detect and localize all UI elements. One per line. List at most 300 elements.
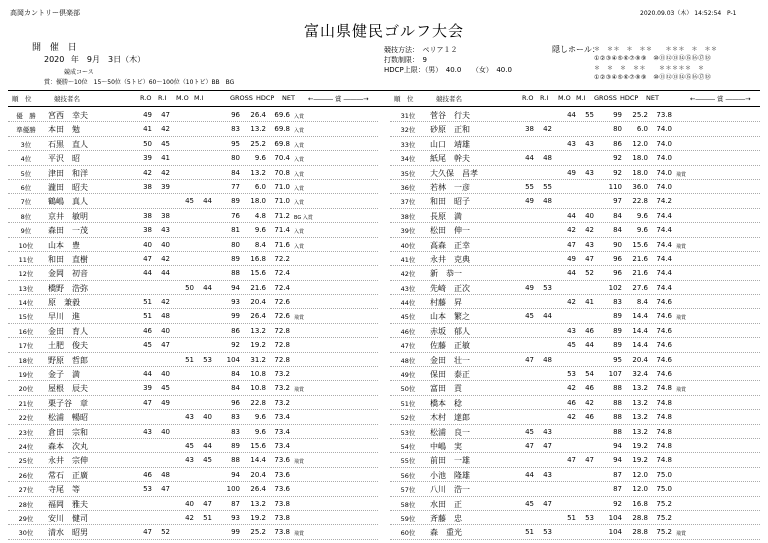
gross-cell: 102 bbox=[608, 283, 622, 292]
mo-cell: 43 bbox=[185, 413, 194, 422]
ri-cell: 53 bbox=[543, 528, 552, 537]
name-cell: 本田 勉 bbox=[48, 125, 80, 135]
mo-cell: 43 bbox=[567, 326, 576, 335]
rank-cell: 25位 bbox=[18, 457, 34, 466]
table-row bbox=[8, 511, 378, 525]
hdcp-cell: 9.6 bbox=[254, 427, 266, 436]
rank-cell: 26位 bbox=[18, 471, 34, 480]
table-row bbox=[390, 309, 760, 323]
ro-cell: 46 bbox=[143, 326, 152, 335]
ro-cell: 47 bbox=[143, 528, 152, 537]
col-ri: R.I bbox=[540, 94, 549, 102]
hdcp-limit: HDCP上限：（男） 40.0 （女） 40.0 bbox=[384, 66, 512, 74]
ri-cell: 39 bbox=[161, 182, 170, 191]
mo-cell: 42 bbox=[567, 413, 576, 422]
rank-cell: 39位 bbox=[400, 227, 416, 236]
table-row bbox=[390, 338, 760, 352]
ri-cell: 53 bbox=[543, 283, 552, 292]
rank-cell: 16位 bbox=[18, 327, 34, 336]
ro-cell: 38 bbox=[525, 125, 534, 134]
name-cell: 福岡 雅夫 bbox=[48, 499, 88, 509]
net-cell: 72.8 bbox=[274, 326, 290, 335]
hdcp-cell: 14.4 bbox=[632, 326, 648, 335]
name-cell: 森田 一茂 bbox=[48, 226, 88, 236]
name-cell: 永井 克典 bbox=[430, 254, 470, 264]
gross-cell: 88 bbox=[231, 269, 240, 278]
table-row bbox=[390, 439, 760, 453]
table-row bbox=[8, 151, 378, 165]
name-cell: 土肥 俊夫 bbox=[48, 341, 88, 351]
name-cell: 村藤 昇 bbox=[430, 298, 462, 308]
hdcp-cell: 9.6 bbox=[636, 226, 648, 235]
net-cell: 71.4 bbox=[274, 226, 290, 235]
net-cell: 69.6 bbox=[274, 111, 290, 119]
net-cell: 70.4 bbox=[274, 154, 290, 163]
col-ro: R.O bbox=[522, 94, 534, 102]
name-cell: 砂原 正和 bbox=[430, 125, 470, 135]
ri-cell: 40 bbox=[161, 326, 170, 335]
hdcp-cell: 14.4 bbox=[632, 341, 648, 350]
name-cell: 安川 健司 bbox=[48, 513, 88, 523]
name-cell: 金子 満 bbox=[48, 370, 80, 380]
name-cell: 清水 昭男 bbox=[48, 528, 88, 538]
ro-cell: 38 bbox=[143, 226, 152, 235]
stroke-limit: 打数制限： 9 bbox=[384, 56, 427, 64]
name-cell: 石黒 直人 bbox=[48, 139, 88, 149]
ro-cell: 38 bbox=[143, 211, 152, 220]
name-cell: 中嶋 実 bbox=[430, 441, 462, 451]
gross-cell: 104 bbox=[608, 528, 622, 537]
table-row bbox=[8, 324, 378, 338]
hdcp-cell: 15.6 bbox=[250, 441, 266, 450]
prize-cell: 飛賞 bbox=[676, 387, 687, 394]
hidden-holes-label: 隠しホール： bbox=[552, 45, 600, 54]
rank-cell: 19位 bbox=[18, 371, 34, 380]
name-cell: 八川 浩一 bbox=[430, 485, 470, 495]
name-cell: 常石 正廣 bbox=[48, 470, 88, 480]
mi-cell: 41 bbox=[585, 298, 594, 307]
table-row bbox=[8, 525, 378, 539]
name-cell: 長原 満 bbox=[430, 211, 462, 221]
table-row bbox=[390, 209, 760, 223]
col-net: NET bbox=[282, 94, 295, 102]
ri-cell: 42 bbox=[543, 125, 552, 134]
ri-cell: 49 bbox=[161, 398, 170, 407]
prize-cell: 飛賞 bbox=[294, 315, 305, 322]
rank-cell: 48位 bbox=[400, 356, 416, 365]
table-row bbox=[8, 108, 378, 122]
gross-cell: 88 bbox=[613, 398, 622, 407]
prize-cell: 入賞 bbox=[294, 229, 305, 236]
mo-cell: 44 bbox=[567, 269, 576, 278]
prize-cell: 入賞 bbox=[294, 200, 305, 207]
hdcp-cell: 16.8 bbox=[632, 499, 648, 508]
header-bottom-rule bbox=[8, 106, 760, 107]
ri-cell: 43 bbox=[161, 226, 170, 235]
hdcp-cell: 10.8 bbox=[250, 370, 266, 379]
hdcp-cell: 13.2 bbox=[632, 384, 648, 393]
name-cell: 野原 哲郎 bbox=[48, 355, 88, 365]
hdcp-cell: 20.4 bbox=[250, 298, 266, 307]
mi-cell: 52 bbox=[585, 269, 594, 278]
gross-cell: 95 bbox=[613, 355, 622, 364]
table-row bbox=[390, 252, 760, 266]
ro-cell: 50 bbox=[143, 139, 152, 148]
ro-cell: 40 bbox=[143, 240, 152, 249]
gross-cell: 87 bbox=[231, 499, 240, 508]
ro-cell: 47 bbox=[525, 441, 534, 450]
rank-cell: 42位 bbox=[400, 270, 416, 279]
hidden-holes-marks-1: ＊ ＊＊ ＊ ＊＊ ＊＊＊ ＊ ＊＊ bbox=[594, 46, 718, 53]
table-row bbox=[390, 122, 760, 136]
name-cell: 高森 正幸 bbox=[430, 240, 470, 250]
left-column-header bbox=[8, 94, 378, 104]
mi-cell: 43 bbox=[585, 139, 594, 148]
table-row bbox=[8, 252, 378, 266]
mi-cell: 53 bbox=[585, 513, 594, 522]
table-row bbox=[390, 410, 760, 424]
table-row bbox=[8, 338, 378, 352]
hdcp-cell: 27.6 bbox=[632, 283, 648, 292]
rank-cell: 57位 bbox=[400, 486, 416, 495]
table-row bbox=[8, 410, 378, 424]
col-prize: ←――― 賞 ―――→ bbox=[690, 95, 751, 103]
rank-cell: 58位 bbox=[400, 500, 416, 509]
rank-cell: 51位 bbox=[400, 399, 416, 408]
rank-cell: 28位 bbox=[18, 500, 34, 509]
hdcp-cell: 21.6 bbox=[632, 254, 648, 263]
rank-cell: 56位 bbox=[400, 471, 416, 480]
hdcp-cell: 9.6 bbox=[254, 226, 266, 235]
rank-cell: 53位 bbox=[400, 428, 416, 437]
name-cell: 寺尾 等 bbox=[48, 485, 80, 495]
name-cell: 小池 隆雄 bbox=[430, 470, 470, 480]
mo-cell: 50 bbox=[185, 283, 194, 292]
col-hdcp: HDCP bbox=[256, 94, 275, 102]
name-cell: 山口 靖雄 bbox=[430, 139, 470, 149]
ri-cell: 48 bbox=[161, 470, 170, 479]
net-cell: 74.6 bbox=[656, 312, 672, 321]
mo-cell: 42 bbox=[567, 298, 576, 307]
ro-cell: 39 bbox=[143, 154, 152, 163]
rank-cell: 準優勝 bbox=[16, 126, 36, 135]
name-cell: 津田 和洋 bbox=[48, 168, 88, 178]
table-row bbox=[8, 396, 378, 410]
hdcp-cell: 8.4 bbox=[636, 298, 648, 307]
mo-cell: 49 bbox=[567, 254, 576, 263]
rank-cell: 14位 bbox=[18, 299, 34, 308]
rank-cell: 12位 bbox=[18, 270, 34, 279]
hidden-holes-marks-2: ＊ ＊ ＊ ＊＊ ＊＊＊＊＊ ＊ bbox=[594, 65, 705, 72]
ro-cell: 38 bbox=[143, 182, 152, 191]
gross-cell: 93 bbox=[231, 513, 240, 522]
hdcp-cell: 19.2 bbox=[632, 456, 648, 465]
net-cell: 72.4 bbox=[274, 269, 290, 278]
gross-cell: 104 bbox=[226, 355, 240, 364]
ri-cell: 42 bbox=[161, 168, 170, 177]
gross-cell: 89 bbox=[231, 197, 240, 206]
rank-cell: 33位 bbox=[400, 140, 416, 149]
competition-method: 競技方法： ペリア１２ bbox=[384, 46, 458, 54]
mo-cell: 42 bbox=[185, 513, 194, 522]
rank-cell: 6位 bbox=[20, 183, 32, 192]
ro-cell: 45 bbox=[525, 499, 534, 508]
gross-cell: 100 bbox=[226, 485, 240, 494]
gross-cell: 95 bbox=[231, 139, 240, 148]
ri-cell: 43 bbox=[543, 470, 552, 479]
ro-cell: 47 bbox=[143, 254, 152, 263]
gross-cell: 94 bbox=[613, 441, 622, 450]
hdcp-cell: 26.4 bbox=[250, 485, 266, 494]
rank-cell: 36位 bbox=[400, 183, 416, 192]
gross-cell: 89 bbox=[231, 441, 240, 450]
rank-cell: 21位 bbox=[18, 399, 34, 408]
table-row bbox=[390, 166, 760, 180]
ro-cell: 44 bbox=[143, 269, 152, 278]
gross-cell: 88 bbox=[613, 427, 622, 436]
name-cell: 早川 進 bbox=[48, 312, 80, 322]
table-row bbox=[8, 194, 378, 208]
ri-cell: 48 bbox=[543, 355, 552, 364]
hdcp-cell: 14.4 bbox=[632, 312, 648, 321]
timestamp: 2020.09.03（木） 14:52:54 bbox=[640, 10, 722, 17]
mi-cell: 46 bbox=[585, 413, 594, 422]
ri-cell: 38 bbox=[161, 211, 170, 220]
net-cell: 75.2 bbox=[656, 513, 672, 522]
mi-cell: 43 bbox=[585, 168, 594, 177]
mi-cell: 47 bbox=[203, 499, 212, 508]
name-cell: 新 恭一 bbox=[430, 269, 462, 279]
prize-cell: BG 入賞 bbox=[294, 214, 313, 221]
rank-cell: 35位 bbox=[400, 169, 416, 178]
rank-cell: 37位 bbox=[400, 198, 416, 207]
rank-cell: 31位 bbox=[400, 112, 416, 120]
mo-cell: 47 bbox=[567, 240, 576, 249]
gross-cell: 97 bbox=[613, 197, 622, 206]
gross-cell: 83 bbox=[231, 427, 240, 436]
rank-cell: 44位 bbox=[400, 299, 416, 308]
net-cell: 69.8 bbox=[274, 125, 290, 134]
net-cell: 74.0 bbox=[656, 154, 672, 163]
col-net: NET bbox=[646, 94, 659, 102]
gross-cell: 89 bbox=[613, 326, 622, 335]
name-cell: 瀧田 昭夫 bbox=[48, 182, 88, 192]
col-ri: R.I bbox=[158, 94, 167, 102]
gross-cell: 76 bbox=[231, 211, 240, 220]
net-cell: 74.6 bbox=[656, 326, 672, 335]
net-cell: 74.0 bbox=[656, 168, 672, 177]
table-row bbox=[8, 309, 378, 323]
net-cell: 74.6 bbox=[656, 298, 672, 307]
rank-cell: 30位 bbox=[18, 529, 34, 538]
mo-cell: 42 bbox=[567, 226, 576, 235]
net-cell: 75.0 bbox=[656, 485, 672, 494]
mi-cell: 42 bbox=[585, 226, 594, 235]
gross-cell: 87 bbox=[613, 485, 622, 494]
rank-cell: 54位 bbox=[400, 442, 416, 451]
gross-cell: 92 bbox=[613, 168, 622, 177]
ri-cell: 47 bbox=[543, 441, 552, 450]
name-cell: 斉藤 忠 bbox=[430, 513, 462, 523]
hdcp-cell: 28.8 bbox=[632, 528, 648, 537]
name-cell: 和田 昭子 bbox=[430, 197, 470, 207]
rank-cell: 9位 bbox=[20, 227, 32, 236]
hdcp-cell: 21.6 bbox=[250, 283, 266, 292]
gross-cell: 94 bbox=[613, 456, 622, 465]
hdcp-cell: 9.6 bbox=[636, 211, 648, 220]
table-row bbox=[390, 425, 760, 439]
table-row bbox=[8, 497, 378, 511]
table-row bbox=[8, 238, 378, 252]
ri-cell: 48 bbox=[543, 154, 552, 163]
hdcp-cell: 4.8 bbox=[254, 211, 266, 220]
name-cell: 橋本 稔 bbox=[430, 398, 462, 408]
name-cell: 橋野 浩弥 bbox=[48, 283, 88, 293]
gross-cell: 99 bbox=[231, 528, 240, 537]
ro-cell: 46 bbox=[143, 470, 152, 479]
mi-cell: 40 bbox=[585, 211, 594, 220]
hdcp-cell: 36.0 bbox=[632, 182, 648, 191]
results-table-right bbox=[390, 108, 760, 540]
ri-cell: 42 bbox=[161, 254, 170, 263]
hdcp-cell: 12.0 bbox=[632, 485, 648, 494]
ro-cell: 45 bbox=[525, 427, 534, 436]
mi-cell: 46 bbox=[585, 384, 594, 393]
ri-cell: 52 bbox=[161, 528, 170, 537]
net-cell: 74.2 bbox=[656, 197, 672, 206]
rank-cell: 46位 bbox=[400, 327, 416, 336]
gross-cell: 94 bbox=[231, 283, 240, 292]
net-cell: 73.4 bbox=[274, 441, 290, 450]
net-cell: 74.8 bbox=[656, 456, 672, 465]
prize-cell: 入賞 bbox=[294, 171, 305, 178]
hdcp-cell: 10.8 bbox=[250, 384, 266, 393]
table-row bbox=[390, 194, 760, 208]
rank-cell: 55位 bbox=[400, 457, 416, 466]
prize-cell: 飛賞 bbox=[676, 171, 687, 178]
mi-cell: 43 bbox=[585, 240, 594, 249]
hdcp-cell: 32.4 bbox=[632, 370, 648, 379]
ro-cell: 44 bbox=[525, 154, 534, 163]
right-column-header bbox=[390, 94, 760, 104]
net-cell: 74.4 bbox=[656, 254, 672, 263]
table-row bbox=[390, 223, 760, 237]
name-cell: 倉田 宗和 bbox=[48, 427, 88, 437]
mi-cell: 55 bbox=[585, 111, 594, 119]
col-ro: R.O bbox=[140, 94, 152, 102]
net-cell: 74.8 bbox=[656, 441, 672, 450]
net-cell: 74.8 bbox=[656, 384, 672, 393]
name-cell: 前田 一雄 bbox=[430, 456, 470, 466]
net-cell: 73.6 bbox=[274, 470, 290, 479]
gross-cell: 84 bbox=[613, 211, 622, 220]
col-mo: M.O bbox=[176, 94, 189, 102]
ro-cell: 49 bbox=[525, 197, 534, 206]
hdcp-cell: 13.2 bbox=[632, 398, 648, 407]
table-row bbox=[8, 381, 378, 395]
rank-cell: 11位 bbox=[18, 255, 34, 264]
name-cell: 金田 壮一 bbox=[430, 355, 470, 365]
net-cell: 74.0 bbox=[656, 125, 672, 134]
table-row bbox=[8, 209, 378, 223]
name-cell: 水田 正 bbox=[430, 499, 462, 509]
name-cell: 大久保 昌孝 bbox=[430, 168, 478, 178]
name-cell: 宮西 幸夫 bbox=[48, 111, 88, 120]
gross-cell: 96 bbox=[231, 111, 240, 119]
net-cell: 72.6 bbox=[274, 298, 290, 307]
gross-cell: 92 bbox=[613, 499, 622, 508]
gross-cell: 88 bbox=[231, 456, 240, 465]
ri-cell: 55 bbox=[543, 182, 552, 191]
ro-cell: 55 bbox=[525, 182, 534, 191]
net-cell: 73.8 bbox=[274, 528, 290, 537]
ro-cell: 51 bbox=[143, 312, 152, 321]
ro-cell: 47 bbox=[525, 355, 534, 364]
col-rank: 順 位 bbox=[12, 95, 32, 103]
hdcp-cell: 13.2 bbox=[250, 326, 266, 335]
gross-cell: 87 bbox=[613, 470, 622, 479]
mo-cell: 45 bbox=[567, 341, 576, 350]
ro-cell: 49 bbox=[143, 111, 152, 119]
rank-cell: 18位 bbox=[18, 356, 34, 365]
prize-cell: 飛賞 bbox=[294, 531, 305, 538]
gross-cell: 92 bbox=[613, 154, 622, 163]
table-row bbox=[390, 108, 760, 122]
ri-cell: 40 bbox=[161, 427, 170, 436]
table-row bbox=[8, 439, 378, 453]
table-row bbox=[390, 497, 760, 511]
name-cell: 松浦 良一 bbox=[430, 427, 470, 437]
net-cell: 71.0 bbox=[274, 197, 290, 206]
mo-cell: 46 bbox=[567, 398, 576, 407]
col-name: 競技者名 bbox=[54, 95, 80, 103]
mo-cell: 42 bbox=[567, 384, 576, 393]
mo-cell: 44 bbox=[567, 211, 576, 220]
table-row bbox=[390, 453, 760, 467]
hdcp-cell: 19.2 bbox=[250, 513, 266, 522]
net-cell: 74.4 bbox=[656, 226, 672, 235]
hdcp-cell: 28.8 bbox=[632, 513, 648, 522]
rank-cell: 50位 bbox=[400, 385, 416, 394]
ri-cell: 43 bbox=[543, 427, 552, 436]
rank-cell: 27位 bbox=[18, 486, 34, 495]
hidden-holes-numbers-2: ①②③④⑤⑥⑦⑧⑨ ⑩⑪⑫⑬⑭⑮⑯⑰⑱ bbox=[594, 74, 712, 81]
net-cell: 74.6 bbox=[656, 341, 672, 350]
name-cell: 山本 繁之 bbox=[430, 312, 470, 322]
course-name: 競成コース bbox=[64, 69, 94, 76]
rank-cell: 4位 bbox=[20, 155, 32, 164]
table-row bbox=[390, 137, 760, 151]
table-row bbox=[390, 238, 760, 252]
ri-cell: 48 bbox=[543, 197, 552, 206]
prize-cell: 飛賞 bbox=[294, 459, 305, 466]
mi-cell: 44 bbox=[203, 441, 212, 450]
mo-cell: 47 bbox=[567, 456, 576, 465]
header-top-rule bbox=[8, 90, 760, 91]
table-row bbox=[390, 396, 760, 410]
gross-cell: 83 bbox=[231, 125, 240, 134]
ri-cell: 47 bbox=[543, 499, 552, 508]
gross-cell: 81 bbox=[231, 226, 240, 235]
club-name: 高岡カントリー倶楽部 bbox=[10, 9, 80, 17]
mo-cell: 44 bbox=[567, 111, 576, 119]
name-cell: 木村 達郎 bbox=[430, 413, 470, 423]
table-row bbox=[8, 266, 378, 280]
net-cell: 74.0 bbox=[656, 139, 672, 148]
col-gross: GROSS bbox=[594, 94, 617, 102]
hdcp-cell: 20.4 bbox=[250, 470, 266, 479]
table-row bbox=[390, 324, 760, 338]
